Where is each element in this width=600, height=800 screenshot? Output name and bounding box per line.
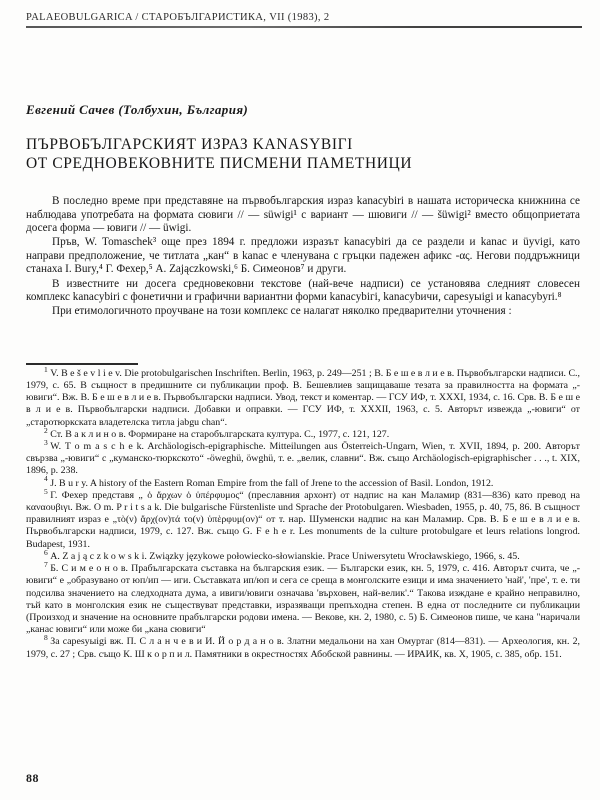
header-rule [26,26,582,28]
footnote-number: 6 [44,547,48,557]
footnote-number: 4 [44,474,48,484]
footnote-number: 5 [44,486,48,496]
footnote-text: За capesyыigi вж. П. С л а н ч е в и И. Й о р д а н о в. Златни медальони на хан Омуртаг (814—831). — Археология, кн. 2, 1979, с. 27 ; Срв. също К. Ш к о р п и л. Памятники в окрестностях Абобской равнины. — ИРАИК, кв. X, 1905, с. 385, обр. 151. [26,636,580,660]
footnote-item [26,486,580,551]
footnote-text: J. B u r y. A history of the Eastern Roman Empire from the fall of Jrene to the accession of Basil. London, 1912. [50,477,494,489]
footnote-number: 7 [44,559,48,569]
body-paragraph-4: При етимологичното проучване на този комплекс се налагат няколко предварителни уточнения : [52,305,512,318]
footnote-text: Ст. В а к л и н о в. Формиране на старобългарската култура. С., 1977, с. 121, 127. [50,428,390,440]
footnote-text: Г. Фехер представя „ ὁ ἄρχων ὁ ὑπέρφυμος“ (преславния архонт) от надпис на кан Маламир (831—836) като превод на καναουβιγι. Вж. O m. P r i t s a k. Die bulgarische Fürstenliste und Sprache der Protobulgaren. Wiesbaden, 1955, p. 40, 75, 86. В същност правилният израз е „τὸ(ν) ἄρχ(ον)τά το(ν) ὑπὲρφυμ(ον)“ от т. нар. Шуменски надпис на кан Маламир. Срв. В. Б е ш е в л и е в. Първобългарски надписи, 1979, с. 127. Вж. също G. F e h e r. Les monuments de la culture protobulgare et leurs relations longrod. Budapest, 1931. [26,489,580,550]
page-title-line-2: ОТ СРЕДНОВЕКОВНИТЕ ПИСМЕНИ ПАМЕТНИЦИ [26,155,413,172]
body-paragraph-2: Пръв, W. Tomaschek³ още през 1894 г. предложи изразът kanacybiri да се раздели и kanac и üyvigi, като направи предположение, че титлата „кан“ в kanac е членувана с гръцки падежен афикс -ας. Негови поддръжници станаха I. Bury,⁴ Г. Фехер,⁵ A. Zajączkowski,⁶ Б. Симеонов⁷ и други. [26,236,580,276]
footnote-text: Б. С и м е о н о в. Прабългарската съставка на българския език. — Български език, кн. 5, 1979, с. 416. Авторът счита, че „-ювиги“ е „образувано от юп/ип — иги. Съставката ип/юп и сега се среща в монголските езици и има значението 'най', 'пре', т. е. ти подсилва значението на следходната дума, а ивиги/ювиги означава 'върховен, най-велик'.“ Такова изждане е крайно неправилно, тъй като в монголския език не съществуват представки, изразяващи препъходна степен. В една от последните си публикации (Произход и значение на основните прабългарски родови имена. — Векове, кн. 2, 1980, с. 5) Б. Симеонов пише, че кана "наричали „канас ювиги“ или може би „кана сювиги“ [26,563,580,636]
footnote-number: 1 [44,364,48,374]
footnote-item [26,425,580,441]
footnote-number: 2 [44,425,48,435]
footnote-text: A. Z a j ą c z k o w s k i. Związky językowe połowiecko-słowianskie. Prace Uniwersytetu Wrocławskiego, 1966, s. 45. [50,550,520,562]
author-byline: Евгений Сачев (Толбухин, България) [26,102,249,117]
footnote-list [22,364,582,661]
page-number: 88 [26,771,39,785]
running-head: PALAEOBULGARICA / СТАРОБЪЛГАРИСТИКА, VII (1983), 2 [26,12,330,23]
footnote-item [26,364,580,429]
page-title [22,135,582,173]
footnote-item [26,559,580,636]
body-paragraph-3: В известните ни досега средновековни текстове (най-вече надписи) се установява следният словесен комплекс kanacybiri с фонетични и графични вариантни форми kanacybiгi, kanacybичи, capesyыigi и kanacybyri.⁸ [26,277,580,304]
footnote-separator-rule [26,363,138,365]
footnote-number: 3 [44,437,48,447]
body-paragraph-1: В последно време при представяне на първобългарския израз kanacybiri в нашата историческа книжнина се наблюдава употребата на формата сювиги // — süwigi¹ с вариант — шювиги // — šüwigi² вместо общоприетата досега форма — ювиги // — üwigi. [26,195,580,235]
footnote-number: 8 [44,633,48,643]
page-title-line-1: ПЪРВОБЪЛГАРСКИЯТ ИЗРАЗ KANASYBIΓI [26,136,353,153]
footnote-item [26,437,580,478]
footnote-item [26,547,580,563]
footnote-item [26,633,580,660]
footnote-text: W. T o m a s c h e k. Archäologisch-epigraphische. Mitteilungen aus Österreich-Ungarn, Wien, т. XVII, 1894, p. 200. Авторът свързва „-ювиги“ с „куманско-тюркското“ -öweghü, öwghü, т. е. „велик, славни“. Вж. също Archäologisch-epigraphischer . . ., t. XIX, 1896, p. 238. [26,441,580,477]
article-body [22,195,582,319]
footnote-item [26,474,580,490]
footnote-text: V. B e š e v l i e v. Die protobulgarischen Inschriften. Berlin, 1963, p. 249—251 ; В. Б е ш е в л и е в. Първобългарски надписи. С., 1979, с. 65. В същност в предишните си публикации проф. В. Бешевлиев защищаваше тезата за правилността на формата „-ювиги“. Вж. В. Б е ш е в л и е в. Първобългарски надписи. Увод, текст и коментар. — ГСУ ИФ, т. XXXI, 1934, с. 16. Срв. В. Б е ш е в л и е в. Първобългарски надписи. Добавки и оправки. — ГСУ ИФ, т. XXXII, 1963, с. 5. Авторът извежда „-ювиги“ от „старотюркската владетелска титла jabgu chan“. [26,367,580,428]
